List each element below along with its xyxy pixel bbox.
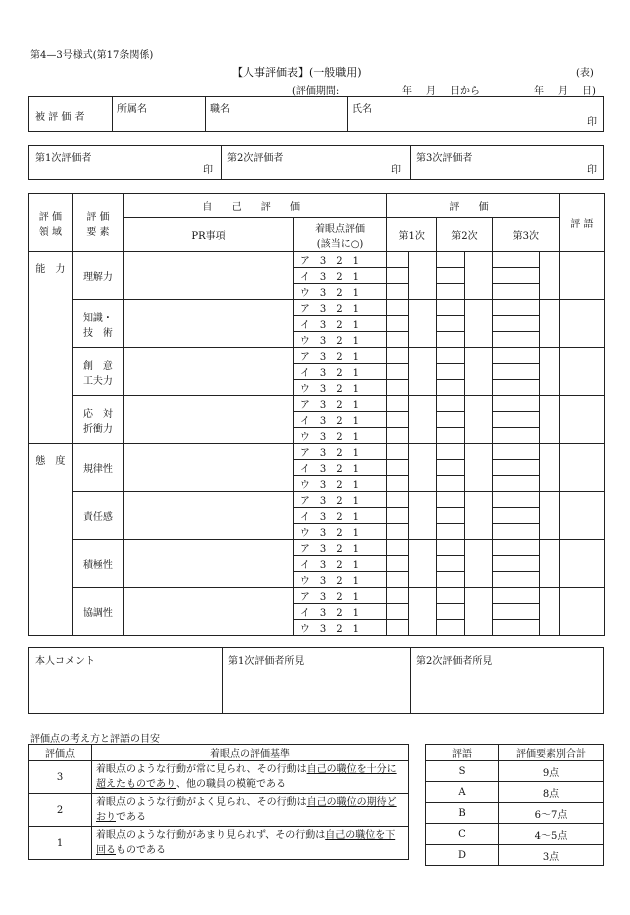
score-cell[interactable]	[387, 556, 409, 572]
score-cell[interactable]	[387, 316, 409, 332]
table-row	[426, 845, 604, 866]
score-cell	[409, 588, 437, 604]
criteria-text	[92, 794, 409, 827]
table-row	[426, 782, 604, 803]
score-cell	[409, 380, 437, 396]
point-option[interactable]: ウ 3 2 1	[293, 620, 386, 636]
score-cell[interactable]	[492, 412, 539, 428]
score-cell	[464, 556, 492, 572]
table-row	[29, 300, 605, 316]
point-option[interactable]: イ 3 2 1	[293, 460, 386, 476]
score-cell[interactable]	[387, 268, 409, 284]
score-cell	[464, 524, 492, 540]
score-cell	[464, 460, 492, 476]
score-value: 2	[29, 794, 92, 827]
criteria-post: である	[116, 812, 146, 823]
score-cell	[409, 284, 437, 300]
score-cell	[464, 428, 492, 444]
score-cell[interactable]	[437, 284, 465, 300]
score-cell[interactable]	[387, 396, 409, 412]
element-cell: 協調性	[72, 588, 123, 636]
remark-cell	[559, 540, 604, 588]
evaluatee-label: 被 評 価 者	[35, 112, 85, 123]
point-option[interactable]: ア 3 2 1	[293, 252, 386, 268]
total-value: 9点	[499, 761, 604, 782]
score-cell	[464, 348, 492, 364]
criteria-post: ものである	[116, 845, 166, 856]
score-cell	[464, 540, 492, 556]
table-row	[29, 396, 605, 412]
criteria-underlined: 自己の職位の期待どおり	[96, 797, 397, 823]
score-cell	[464, 476, 492, 492]
header-domain: 評 価 領 域	[29, 194, 73, 252]
score-cell	[539, 380, 559, 396]
score-cell[interactable]	[437, 380, 465, 396]
evaluator-1-seal: 印	[203, 165, 213, 176]
score-cell[interactable]	[492, 268, 539, 284]
score-cell	[409, 524, 437, 540]
score-cell[interactable]	[492, 540, 539, 556]
score-cell[interactable]	[387, 364, 409, 380]
point-option[interactable]: イ 3 2 1	[293, 412, 386, 428]
score-cell	[539, 348, 559, 364]
score-cell	[539, 412, 559, 428]
score-cell[interactable]	[437, 428, 465, 444]
score-cell[interactable]	[437, 460, 465, 476]
score-cell[interactable]	[437, 444, 465, 460]
grade-table	[425, 744, 604, 866]
form-side: (表)	[576, 68, 594, 79]
score-cell[interactable]	[437, 524, 465, 540]
second-opinion-label: 第2次評価者所見	[416, 656, 493, 667]
remark-cell	[559, 300, 604, 348]
score-cell[interactable]	[387, 460, 409, 476]
table-row	[29, 252, 605, 268]
total-value: 4～5点	[499, 824, 604, 845]
header-1st: 第1次	[387, 218, 437, 252]
score-cell[interactable]	[387, 524, 409, 540]
score-cell[interactable]	[492, 476, 539, 492]
score-cell	[464, 572, 492, 588]
pr-cell	[124, 540, 294, 588]
score-cell[interactable]	[387, 428, 409, 444]
score-cell	[409, 428, 437, 444]
point-option[interactable]: ウ 3 2 1	[293, 332, 386, 348]
score-cell	[409, 460, 437, 476]
header-score: 評価点	[29, 745, 92, 761]
score-cell[interactable]	[492, 460, 539, 476]
score-cell[interactable]	[437, 604, 465, 620]
score-cell[interactable]	[492, 380, 539, 396]
score-cell	[409, 572, 437, 588]
score-cell	[539, 492, 559, 508]
score-cell[interactable]	[387, 348, 409, 364]
score-cell	[539, 460, 559, 476]
point-option[interactable]: ア 3 2 1	[293, 444, 386, 460]
point-option[interactable]: イ 3 2 1	[293, 268, 386, 284]
remark-cell	[559, 588, 604, 636]
remark-cell	[559, 348, 604, 396]
score-cell[interactable]	[492, 284, 539, 300]
evaluators-box	[28, 145, 604, 180]
table-row	[426, 824, 604, 845]
score-cell	[464, 284, 492, 300]
grade-value: S	[426, 761, 499, 782]
header-2nd: 第2次	[437, 218, 493, 252]
score-cell[interactable]	[387, 540, 409, 556]
criteria-pre: 着眼点のような行動があまり見られず、その行動は	[96, 830, 326, 841]
score-cell[interactable]	[437, 412, 465, 428]
point-option[interactable]: ア 3 2 1	[293, 588, 386, 604]
header-element: 評 価 要 素	[72, 194, 123, 252]
header-criteria: 着眼点の評価基準	[92, 745, 409, 761]
score-cell[interactable]	[437, 588, 465, 604]
score-cell	[464, 604, 492, 620]
criteria-pre: 着眼点のような行動がよく見られ、その行動は	[96, 797, 307, 808]
score-cell[interactable]	[437, 252, 465, 268]
score-cell[interactable]	[492, 444, 539, 460]
score-cell	[464, 380, 492, 396]
score-cell[interactable]	[492, 620, 539, 636]
form-number: 第4—3号様式(第17条関係)	[30, 50, 154, 61]
score-cell[interactable]	[437, 540, 465, 556]
score-cell[interactable]	[492, 396, 539, 412]
score-cell	[409, 332, 437, 348]
point-option[interactable]: ウ 3 2 1	[293, 476, 386, 492]
self-comment-label: 本人コメント	[35, 656, 95, 667]
score-cell	[539, 476, 559, 492]
score-cell[interactable]	[437, 396, 465, 412]
score-cell	[539, 268, 559, 284]
score-cell	[539, 572, 559, 588]
score-cell[interactable]	[492, 524, 539, 540]
criteria-underlined: 自己の職位を下回る	[96, 830, 396, 856]
score-cell	[539, 396, 559, 412]
element-cell: 規律性	[72, 444, 123, 492]
score-cell[interactable]	[492, 364, 539, 380]
score-cell[interactable]	[492, 572, 539, 588]
point-option[interactable]: ア 3 2 1	[293, 396, 386, 412]
score-cell[interactable]	[387, 252, 409, 268]
score-cell	[409, 316, 437, 332]
score-cell	[464, 332, 492, 348]
score-cell	[539, 508, 559, 524]
score-cell	[464, 508, 492, 524]
criteria-text	[92, 827, 409, 860]
score-cell[interactable]	[437, 620, 465, 636]
score-cell	[409, 412, 437, 428]
evaluatee-box	[28, 96, 604, 132]
pr-cell	[124, 300, 294, 348]
score-cell[interactable]	[437, 556, 465, 572]
score-value: 1	[29, 827, 92, 860]
table-row	[29, 492, 605, 508]
score-cell	[539, 316, 559, 332]
score-cell[interactable]	[387, 380, 409, 396]
score-cell	[464, 364, 492, 380]
criteria-pre: 着眼点のような行動が常に見られ、その行動は	[96, 764, 307, 775]
domain-cell: 能 力	[29, 252, 73, 444]
score-cell	[539, 524, 559, 540]
pr-cell	[124, 252, 294, 300]
score-cell	[464, 444, 492, 460]
header-point: 着眼点評価 (該当に○)	[293, 218, 386, 252]
score-cell	[539, 444, 559, 460]
score-cell	[539, 556, 559, 572]
score-cell[interactable]	[437, 348, 465, 364]
score-cell[interactable]	[492, 316, 539, 332]
score-cell	[464, 620, 492, 636]
element-cell: 積極性	[72, 540, 123, 588]
criteria-table	[28, 744, 409, 860]
table-row	[29, 761, 409, 794]
point-option[interactable]: イ 3 2 1	[293, 604, 386, 620]
score-cell	[409, 348, 437, 364]
criteria-underlined: 自己の職位を十分に超えたものであり	[96, 764, 397, 790]
score-cell	[409, 556, 437, 572]
table-row	[29, 444, 605, 460]
element-cell: 知識・ 技 術	[72, 300, 123, 348]
score-cell[interactable]	[492, 508, 539, 524]
point-option[interactable]: ア 3 2 1	[293, 300, 386, 316]
score-cell[interactable]	[492, 492, 539, 508]
score-cell[interactable]	[437, 364, 465, 380]
score-cell	[409, 476, 437, 492]
score-cell[interactable]	[387, 588, 409, 604]
score-cell	[409, 604, 437, 620]
score-cell	[409, 444, 437, 460]
point-option[interactable]: ウ 3 2 1	[293, 524, 386, 540]
criteria-text	[92, 761, 409, 794]
score-cell[interactable]	[437, 332, 465, 348]
score-cell	[409, 396, 437, 412]
header-total: 評価要素別合計	[499, 745, 604, 761]
comments-box	[28, 647, 604, 714]
score-cell[interactable]	[437, 508, 465, 524]
score-cell[interactable]	[437, 492, 465, 508]
evaluator-1-label: 第1次評価者	[35, 153, 92, 164]
score-cell[interactable]	[387, 300, 409, 316]
grade-value: B	[426, 803, 499, 824]
criteria-post: 、他の職員の模範である	[176, 779, 286, 790]
score-cell[interactable]	[387, 620, 409, 636]
score-cell[interactable]	[387, 508, 409, 524]
point-option[interactable]: イ 3 2 1	[293, 556, 386, 572]
name-label: 氏名	[352, 104, 372, 115]
point-option[interactable]: ア 3 2 1	[293, 348, 386, 364]
score-cell	[409, 540, 437, 556]
total-value: 6～7点	[499, 803, 604, 824]
score-cell	[464, 412, 492, 428]
score-cell	[409, 252, 437, 268]
score-cell[interactable]	[492, 332, 539, 348]
score-cell	[539, 540, 559, 556]
header-eval: 評 価	[387, 194, 559, 218]
score-cell[interactable]	[492, 556, 539, 572]
pr-cell	[124, 396, 294, 444]
score-cell[interactable]	[387, 572, 409, 588]
score-cell[interactable]	[492, 252, 539, 268]
score-cell	[539, 252, 559, 268]
score-cell	[464, 300, 492, 316]
score-cell	[539, 284, 559, 300]
point-option[interactable]: ア 3 2 1	[293, 492, 386, 508]
table-row	[29, 348, 605, 364]
header-3rd: 第3次	[492, 218, 559, 252]
point-option[interactable]: ア 3 2 1	[293, 540, 386, 556]
table-row	[29, 540, 605, 556]
pr-cell	[124, 348, 294, 396]
score-cell	[464, 396, 492, 412]
domain-cell: 態 度	[29, 444, 73, 636]
score-cell	[539, 588, 559, 604]
score-cell[interactable]	[492, 348, 539, 364]
remark-cell	[559, 252, 604, 300]
score-cell	[409, 508, 437, 524]
point-option[interactable]: ウ 3 2 1	[293, 428, 386, 444]
evaluation-period: (評価期間: 年 月 日から 年 月 日)	[292, 86, 596, 97]
point-option[interactable]: イ 3 2 1	[293, 508, 386, 524]
evaluator-3-seal: 印	[587, 165, 597, 176]
header-grade: 評語	[426, 745, 499, 761]
score-cell[interactable]	[437, 300, 465, 316]
table-row	[29, 588, 605, 604]
evaluation-table	[28, 193, 605, 636]
dept-label: 所属名	[117, 104, 147, 115]
score-cell[interactable]	[387, 284, 409, 300]
score-cell	[409, 620, 437, 636]
first-opinion-label: 第1次評価者所見	[228, 656, 305, 667]
score-cell	[464, 268, 492, 284]
score-cell[interactable]	[437, 268, 465, 284]
guide-title: 評価点の考え方と評語の目安	[30, 734, 160, 745]
score-cell	[464, 252, 492, 268]
score-cell	[409, 268, 437, 284]
score-cell[interactable]	[437, 316, 465, 332]
element-cell: 理解力	[72, 252, 123, 300]
pr-cell	[124, 444, 294, 492]
score-cell	[409, 492, 437, 508]
header-pr: PR事項	[124, 218, 294, 252]
element-cell: 創 意 工夫力	[72, 348, 123, 396]
score-cell[interactable]	[387, 412, 409, 428]
evaluator-2-label: 第2次評価者	[227, 153, 284, 164]
total-value: 3点	[499, 845, 604, 866]
form-title: 【人事評価表】(一般職用)	[232, 66, 362, 79]
point-option[interactable]: イ 3 2 1	[293, 316, 386, 332]
score-cell	[464, 316, 492, 332]
element-cell: 応 対 折衝力	[72, 396, 123, 444]
score-cell[interactable]	[387, 492, 409, 508]
score-cell	[409, 364, 437, 380]
table-row	[426, 761, 604, 782]
score-cell[interactable]	[437, 476, 465, 492]
score-cell	[464, 492, 492, 508]
header-self-eval: 自 己 評 価	[124, 194, 387, 218]
score-cell	[539, 300, 559, 316]
point-option[interactable]: ウ 3 2 1	[293, 380, 386, 396]
score-cell	[464, 588, 492, 604]
score-cell[interactable]	[492, 428, 539, 444]
score-cell[interactable]	[387, 444, 409, 460]
score-cell[interactable]	[437, 572, 465, 588]
grade-value: C	[426, 824, 499, 845]
pr-cell	[124, 492, 294, 540]
point-option[interactable]: ウ 3 2 1	[293, 572, 386, 588]
score-cell	[539, 364, 559, 380]
score-cell[interactable]	[387, 604, 409, 620]
seal-mark: 印	[587, 117, 597, 128]
score-cell[interactable]	[492, 604, 539, 620]
remark-cell	[559, 396, 604, 444]
score-cell[interactable]	[492, 300, 539, 316]
score-cell	[539, 428, 559, 444]
score-cell[interactable]	[492, 588, 539, 604]
table-row	[29, 827, 409, 860]
score-cell	[539, 620, 559, 636]
grade-value: A	[426, 782, 499, 803]
remark-cell	[559, 492, 604, 540]
score-cell	[539, 332, 559, 348]
score-value: 3	[29, 761, 92, 794]
score-cell[interactable]	[387, 476, 409, 492]
score-cell	[409, 300, 437, 316]
table-row	[29, 794, 409, 827]
score-cell	[539, 604, 559, 620]
score-cell[interactable]	[387, 332, 409, 348]
pr-cell	[124, 588, 294, 636]
remark-cell	[559, 444, 604, 492]
table-row	[426, 803, 604, 824]
header-comment: 評 語	[559, 194, 604, 252]
grade-value: D	[426, 845, 499, 866]
point-option[interactable]: イ 3 2 1	[293, 364, 386, 380]
position-label: 職名	[210, 104, 230, 115]
element-cell: 責任感	[72, 492, 123, 540]
point-option[interactable]: ウ 3 2 1	[293, 284, 386, 300]
evaluator-2-seal: 印	[391, 165, 401, 176]
total-value: 8点	[499, 782, 604, 803]
evaluator-3-label: 第3次評価者	[416, 153, 473, 164]
